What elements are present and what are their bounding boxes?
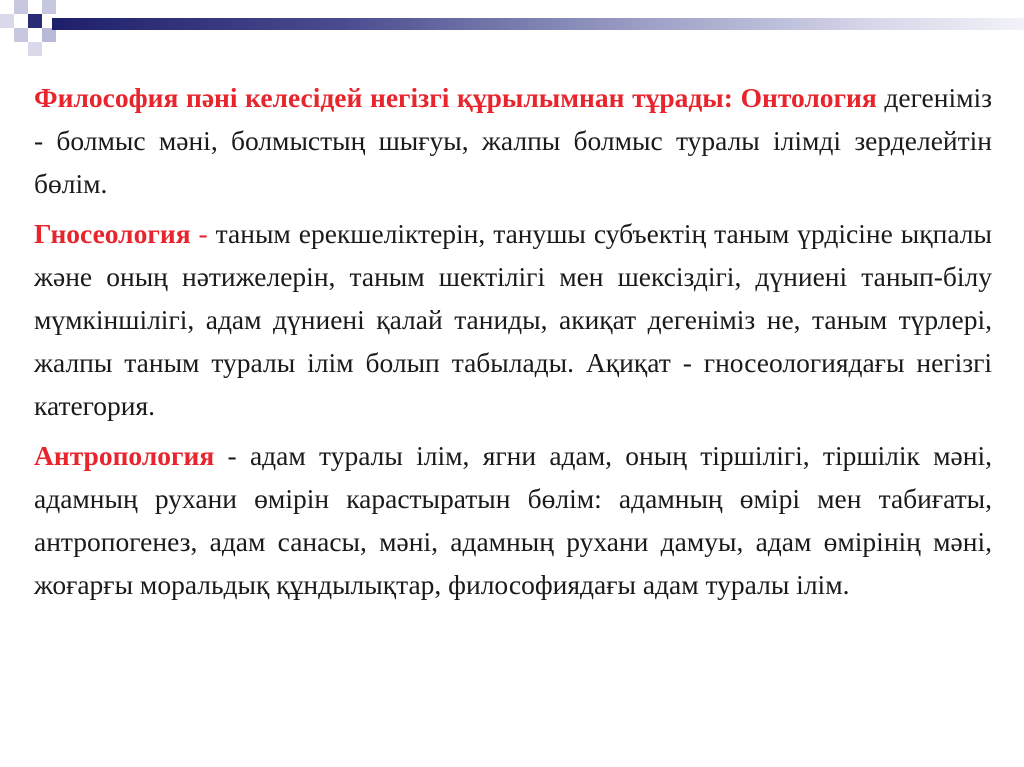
decor-square — [14, 28, 28, 42]
intro-heading: Философия пәні келесідей негізгі құрылымнан тұрады: — [34, 82, 733, 113]
decor-square — [42, 28, 56, 42]
term-anthropology: Антропология — [34, 440, 215, 471]
decor-square — [28, 14, 42, 28]
decor-square — [42, 0, 56, 14]
paragraph-ontology — [34, 76, 992, 205]
decor-square — [14, 0, 28, 14]
header-gradient-bar — [52, 18, 1024, 30]
term-ontology: Онтология — [740, 82, 877, 113]
term-gnoseology: Гносеология — [34, 218, 191, 249]
paragraph-gnoseology — [34, 212, 992, 427]
anthropology-definition: - адам туралы ілім, ягни адам, оның тіршілігі, тіршілік мәні, адамның рухани өмірін карастыратын бөлім: адамның өмірі мен табиғаты, антропогенез, адам санасы, мәні, адамның рухани дамуы, адам өмірінің мәні, жоғарғы моральдық құндылықтар, философиядағы адам туралы ілім. — [34, 440, 992, 600]
slide-body — [34, 76, 992, 613]
decor-square — [0, 14, 14, 28]
ontology-definition: дегеніміз - болмыс мәні, болмыстың шығуы, жалпы болмыс туралы ілімді зерделейтін бөлім. — [34, 82, 992, 199]
gnoseology-dash: - — [190, 218, 216, 249]
paragraph-anthropology — [34, 434, 992, 606]
gnoseology-definition: таным ерекшеліктерін, танушы субъектің таным үрдісіне ықпалы және оның нәтижелерін, таным шектілігі мен шексіздігі, дүниені танып-білу мүмкіншілігі, адам дүниені қалай таниды, акиқат дегеніміз не, таным түрлері, жалпы таным туралы ілім болып табылады. Ақиқат - гносеологиядағы негізгі категория. — [34, 218, 992, 421]
decor-square — [28, 42, 42, 56]
